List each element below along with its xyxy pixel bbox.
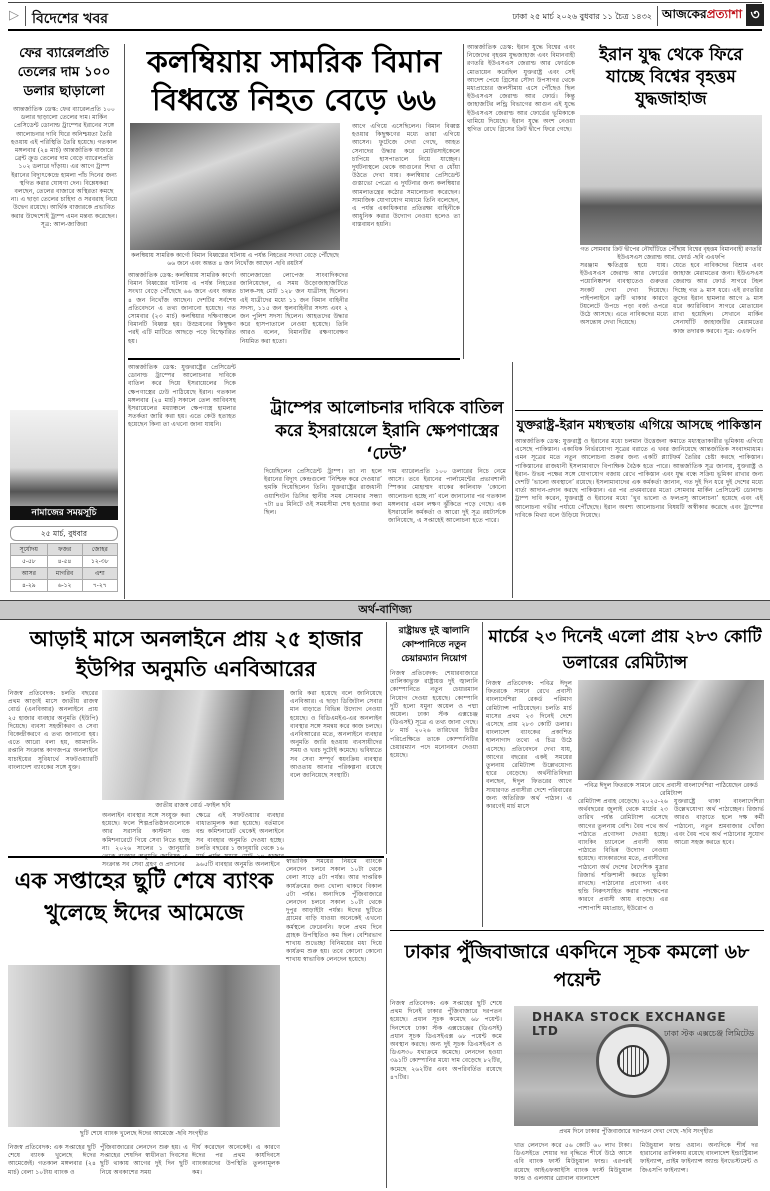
dse-sign-bn: ঢাকা স্টক এক্সচেঞ্জ লিমিটেড bbox=[664, 1029, 755, 1038]
date-line: ঢাকা ২৫ মার্চ ২০২৬ বুধবার ১১ চৈত্র ১৪৩২ bbox=[512, 12, 652, 21]
prayer-row bbox=[11, 580, 118, 592]
prayer-cell: ৫-৫৮ bbox=[11, 556, 48, 568]
article-divider bbox=[515, 410, 763, 411]
colombia-photo-caption: কলম্বিয়ায় সামরিক কার্গো বিমান বিধ্বস্তের ঘটনায় এ পর্যন্ত নিহতের সংখ্যা বেড়ে পৌঁছেছে ৬৬ জনে এবং অন্তত ৪ জন নিখোঁজ আছেন -ছবি রয়টার্স bbox=[131, 252, 339, 267]
column-divider bbox=[463, 44, 464, 359]
page-number: ৩ bbox=[746, 4, 764, 26]
prayer-row bbox=[11, 556, 118, 568]
prayer-cell: ৬-১২ bbox=[47, 580, 82, 592]
bank-photo-caption: ছুটি শেষে ব্যাংক খুলেছে ঈদের আমেজে -ছবি সংগৃহীত bbox=[79, 1130, 208, 1137]
chairman-body: নিজস্ব প্রতিবেদক: শেয়ারবাজারে তালিকাভুক্ত রাষ্ট্রায়ত্ত দুই জ্বালানি কোম্পানিতে নতুন চেয়ারম্যান নিয়োগ দেওয়া হয়েছে। কোম্পানি দুটি হলো যমুনা অয়েল ও পদ্মা অয়েল। ঢাকা স্টক এক্সচেঞ্জ (ডিএসই) সূত্রে এ তথ্য জানা গেছে। ৮ মার্চ ২০২৬ তারিখের চিঠির পরিপ্রেক্ষিতে তাকে কোম্পানিটির চেয়ারম্যান পদে মনোনয়ন দেওয়া হয়েছে। bbox=[390, 670, 478, 760]
prayer-title: নামাজের সময়সূচি bbox=[10, 506, 118, 520]
newspaper-logo bbox=[662, 6, 742, 26]
colombia-headline-line1: কলম্বিয়ায় সামরিক বিমান bbox=[146, 45, 442, 80]
remittance-body-col3: যুক্তরাষ্ট্রে থাকা বাংলাদেশিরা উল্লেখযোগ্য অর্থ পাঠাচ্ছেন। রিজার্ভ আরও বাড়াতে হলে দক্ষ কর্মী পাঠানো, নতুন শ্রমবাজার খোঁজা এবং বৈধ পথে অর্থ পাঠানোর সুযোগ আরো সহজ করতে হবে। bbox=[674, 798, 764, 847]
prayer-row bbox=[11, 568, 118, 580]
prayer-cell: মাগরিব bbox=[47, 568, 82, 580]
carrier-body-right: যেতে হবে নাবিকদের বিশ্রাম এবং জাহাজ মেরামতের জন্য। ইউএসএস জেরাল্ড আর ফোর্ড সাগরে টহল দিচ্ছে গত ৯ মাস ধরে। এই রণতরির ক্রুদের ইরান হামলার আগে ৯ মাস ধরে ক্যারিবিয়ান সাগরে মোতায়েন রাখা হয়েছিল। সেখানে মার্কিন সেনাঘাঁটি জাহাজটির মেরামতের কাজ তদারক করবে। সূত্র: এএফপি bbox=[673, 262, 763, 335]
oil-headline: ফের ব্যারেলপ্রতি তেলের দাম ১০০ ডলার ছাড়ালো bbox=[17, 45, 111, 99]
prayer-cell: ফজর bbox=[47, 544, 82, 556]
chairman-headline: রাষ্ট্রায়ত্ত দুই জ্বালানি কোম্পানিতে নতুন চেয়ারম্যান নিয়োগ bbox=[398, 626, 470, 664]
pakistan-headline: যুক্তরাষ্ট্র-ইরান মধ্যস্থতায় এগিয়ে আসছে পাকিস্তান bbox=[516, 417, 762, 432]
bank-headline: এক সপ্তাহের ছুটি শেষে ব্যাংক খুলেছে ঈদের আমেজে bbox=[14, 869, 274, 926]
oil-body: আন্তর্জাতিক ডেস্ক: ফের ব্যারেলপ্রতি ১০০ ডলার ছাড়ালো তেলের দাম। মার্কিন প্রেসিডেন্ট ডোনাল্ড ট্রাম্পের ইরানের সঙ্গে আলোচনার দাবি ঘিরে অনিশ্চয়তা তৈরি হওয়ায় এই পরিস্থিতি তৈরি হয়েছে। গতকাল মঙ্গলবার (২৪ মার্চ) আন্তর্জাতিক বাজারে ব্রেন্ট ক্রুড তেলের দাম বেড়ে ব্যারেলপ্রতি ১০২ ডলারে দাঁড়ায়। এর আগে ট্রাম্প ইরানের বিদ্যুৎকেন্দ্রে হামলা পাঁচ দিনের জন্য স্থগিত করার ঘোষণা দেন। বিশ্লেষকরা বলছেন, তেলের বাজারে অস্থিরতা কমছে না। এ ছাড়া তেলের চাহিদা ও সরবরাহ নিয়ে উদ্বেগ রয়েছে। আর্থিক বাজারকে প্রভাবিত করার উদ্দেশ্যেই ট্রাম্প এমন মন্তব্য করেছেন। সূত্র: আল-জাজিরা bbox=[10, 106, 118, 228]
section-band-title: অর্থ-বাণিজ্য bbox=[358, 603, 412, 616]
colombia-body-col2: আলেজান্দ্রো লোপেজ সাংবাদিকদের জানিয়েছেন, এ সময় উড়োজাহাজটিতে চালক-সহ মোট ১২৮ জন যাত্রীসহ ছিলেন। এই যাত্রীদের মধ্যে ১১ জন বিমান বাহিনীর সদস্য, ১১৫ জন স্থলবাহিনীর সদস্য এবং ২ জন পুলিশ সদস্য ছিলেন। আহতদের উদ্ধার করে হাসপাতালে নেওয়া হয়েছে। তিনি আরও বলেন, বিমানটির রক্ষণাবেক্ষণ নিয়মিত করা হতো। bbox=[240, 272, 348, 345]
prayer-cell: ৭-২৭ bbox=[82, 580, 117, 592]
column-divider bbox=[386, 622, 387, 854]
israel-body-col3: দিয়েছিলেন প্রেসিডেন্ট ট্রাম্প। তা না হলে ইরানের বিদ্যুৎ কেন্দ্রগুলো ‘নিশ্চিহ্ন করে দেওয়ার’ হুমকি দিয়েছিলেন তিনি। যুক্তরাষ্ট্রের রাজধানী ওয়াশিংটন ডিসির স্থানীয় সময় সোমবার সন্ধ্যা ৭টা ৪৪ মিনিটে ওই সময়সীমা শেষ হওয়ার কথা ছিল। bbox=[264, 468, 382, 517]
remittance-body-col2: রেমিট্যান্স প্রবাহ বেড়েছে। ২০২৫-২৬ অর্থবছরের জুলাই থেকে মার্চের ২৩ তারিখ পর্যন্ত রেমিট্যান্স এসেছে আগের তুলনায় বেশি। বৈধ পথে অর্থ পাঠাতে প্রণোদনা দেওয়া হচ্ছে। ব্যাংকিং চ্যানেলে প্রবাসী আয় পাঠাতে বিভিন্ন উদ্যোগ নেওয়া হয়েছে। ব্যাংকারদের মতে, প্রবাসীদের পাঠানো অর্থ দেশের বৈদেশিক মুদ্রার রিজার্ভ শক্তিশালী করতে ভূমিকা রাখছে। পাঠানোর প্রণোদনা এবং হুন্ডি নিরুৎসাহিত করার পদক্ষেপের কারণে প্রবাসী আয় বাড়ছে। এর পাশাপাশি মধ্যপ্রাচ্য, ইউরোপ ও bbox=[578, 798, 668, 912]
bank-body-col1: নিজস্ব প্রতিবেদক: এক সপ্তাহের ছুটি শেষে ব্যাংক খুলেছে ঈদের আমেজেই। গতকাল মঙ্গলবার (২৪ মার্চ) বেলা ১০টায় ব্যাংক ও bbox=[8, 1144, 96, 1176]
nbr-body-col3: ক্ষেত্রে এই সফটওয়্যার ব্যবহার বাধ্যতামূলক করা হয়েছে। বর্তমানে বন্ড কমিশনারেট থেকেই অনলাইনে সব ব্যবহার অনুমতি দেওয়া হচ্ছে। চলতি বছরের ১ জানুয়ারি থেকে ১৬ ৯৬৫টি ব্যবহার অনুমতি অনলাইনে bbox=[196, 812, 284, 869]
remittance-body-col1: নিজস্ব প্রতিবেদক: পবিত্র ঈদুল ফিতরকে সামনে রেখে প্রবাসী বাংলাদেশিরা রেকর্ড পরিমাণ রেমিট্যান্স পাঠিয়েছেন। চলতি মার্চ মাসের প্রথম ২৩ দিনেই দেশে এসেছে প্রায় ২৮৩ কোটি ডলার। বাংলাদেশ ব্যাংকের প্রকাশিত হালনাগাদ তথ্যে এ চিত্র উঠে এসেছে। প্রতিবেদনে দেখা যায়, আগের বছরের একই সময়ের তুলনায় রেমিট্যান্স উল্লেখযোগ্য হারে বেড়েছে। অর্থনীতিবিদরা বলছেন, ঈদুল ফিতরের আগে সাধারণত প্রবাসীরা দেশে পরিবারের জন্য অতিরিক্ত অর্থ পাঠান। এ কারণেই মার্চ মাসে bbox=[486, 680, 572, 811]
carrier-body-left: আন্তর্জাতিক ডেস্ক: ইরান যুদ্ধে বিশ্বের এবং নিজেদের বৃহত্তম যুদ্ধজাহাজ এবং বিমানবাহী রণতরি ইউএসএস জেরাল্ড আর ফোর্ডকে মোতায়েন করেছিল যুক্তরাষ্ট্র এবং সেই আদেশ পেয়ে গ্রিসের সৌদা উপসাগর থেকে মধ্যপ্রাচ্যের জলসীমায় এসে পৌঁছেও ছিল ইউএসএস জেরাল্ড আর ফোর্ড। কিন্তু জাহাজটির লন্ড্রি বিভাগের আগুন এই যুদ্ধে ইউএসএস জেরাল্ড আর ফোর্ডের ভূমিকাকে থামিয়ে দিয়েছে। ইরান যুদ্ধে অংশ নেওয়া স্থগিত রেখে গ্রিসের ক্রিট দ্বীপে ফিরে গেছে। bbox=[467, 44, 575, 134]
section-band bbox=[0, 600, 770, 620]
column-divider bbox=[124, 44, 125, 599]
colombia-body-col3: আগে এগিয়ে এসেছিলেন। বিমান বিধ্বস্ত হওয়ার কিছুক্ষণের মধ্যে তারা এগিয়ে আসেন। ফুটেজে দেখা গেছে, আহত সেনাদের উদ্ধার করে মোটরসাইকেলে চাপিয়ে হাসপাতালে নিয়ে যাচ্ছেন। দুর্ঘটনাস্থলে থেকে আগুনের শিখা ও ধোঁয়া উঠতে দেখা যায়। কলম্বিয়ার প্রেসিডেন্ট গুস্তাভো পেত্রো এ দুর্ঘটনার জন্য কলম্বিয়ার আমলাতন্ত্রের কঠোর সমালোচনা করেছেন। সামাজিক যোগাযোগ মাধ্যমে তিনি বলেছেন, এ পর্যন্ত একাধিকবার প্রতিরক্ষা বাহিনীকে আধুনিক করার উদ্যোগ নেওয়া হলেও তা বাস্তবায়ন হয়নি। bbox=[352, 123, 460, 229]
bank-photo bbox=[8, 965, 280, 1127]
pakistan-body: আন্তর্জাতিক ডেস্ক: যুক্তরাষ্ট্র ও ইরানের মধ্যে চলমান উত্তেজনা কমাতে মধ্যস্থতাকারীর ভূমিকায় এগিয়ে এসেছে পাকিস্তান। একাধিক নির্ভরযোগ্য সূত্রের বরাতে এ খবর জানিয়েছে আন্তর্জাতিক সংবাদমাধ্যম। এমন সূত্রের মতে নতুন আলোচনা শুরুর জন্য একটি প্ল্যাটফর্ম তৈরির চেষ্টা করছে পাকিস্তান। পাকিস্তানের রাজধানী ইসলামাবাদে বিপাক্ষিক বৈঠক হতে পারে। আন্তর্জাতিক সূত্র জানায়, যুক্তরাষ্ট্র ও ইরান- উভয় পক্ষের সঙ্গে যোগাযোগ বজায় রেখে পাকিস্তান এবং যুদ্ধ বন্ধে সক্রিয় ভূমিকা রাখার জন্য দেশটি ‘ভালো অবস্থানে’ রয়েছে। ইসলামাবাদের এক কর্মকর্তা জানান, গত দুই দিন ধরে দুই দেশের মধ্যে বার্তা আদান-প্রদান করছে পাকিস্তান। এর পর প্রথমবারের মতো সোমবার মার্কিন প্রেসিডেন্ট ডোনাল্ড ট্রাম্প দাবি করেন, যুক্তরাষ্ট্র ও ইরানের মধ্যে ‘খুব ভালো ও ফলপ্রসূ আলোচনা’ হয়েছে এবং এই আলোচনা গভীর পর্যায়ে পৌঁছেছে। ইরান অবশ্য আলোচনার বিষয়টি অস্বীকার করেছে এবং ট্রাম্পের দাবিকে মিথ্যা বলে উড়িয়ে দিয়েছে। bbox=[515, 438, 763, 519]
dse-sign-text: DHAKA STOCK EXCHANGE LTD bbox=[532, 1010, 727, 1038]
nbr-building-photo bbox=[102, 690, 284, 800]
israel-body-col4: দাম ব্যারেলপ্রতি ১০০ ডলারের নিচে নেমে আসে। তবে ইরানের পার্লামেন্টের প্রভাবশালী স্পিকার মোহাম্মদ বাকের কালিবাফ ‘কোনো আলোচনা হচ্ছে না’ বলে জানানোর পর গতকাল মঙ্গলবার এমন লক্ষণ ঝুঁকিতে পড়ে গেছে। এক ইসরায়েলি কর্মকর্তা ও আরো দুই সূত্র রয়টার্সকে জানিয়েছে, এ সপ্তাহেই আলোচনা হতে পারে। bbox=[388, 468, 506, 525]
prayer-cell: জোহর bbox=[82, 544, 117, 556]
nbr-photo-caption: জাতীয় রাজস্ব বোর্ড -ফাইল ছবি bbox=[155, 802, 231, 809]
dse-seal-icon bbox=[596, 1024, 670, 1098]
section-title: বিদেশের খবর bbox=[32, 11, 108, 27]
section-arrow-icon: ▷ bbox=[9, 8, 19, 23]
carrier-headline: ইরান যুদ্ধ থেকে ফিরে যাচ্ছে বিশ্বের বৃহত্তম যুদ্ধজাহাজ bbox=[599, 45, 743, 109]
prayer-date: ২৫ মার্চ, বুধবার bbox=[10, 526, 118, 541]
logo-part2: প্রত্যাশা bbox=[706, 7, 743, 21]
nbr-body-col4: জারি করা হয়েছে বলে জানিয়েছে এনবিআর। এ ছাড়া ডিজিটাল সেবার মান বাড়াতে বিভিন্ন উদ্যোগ নেওয়া হয়েছে। ও বিডিএমইএ-এর অনলাইন ব্যবস্থার সঙ্গে সমন্বয় করে কাজ চলছে। এনবিআরের মতে, অনলাইনে ব্যবহার অনুমতি জারি হওয়ায় ব্যবসায়ীদের সময় ও খরচ দুটোই কমেছে। ভবিষ্যতে সব সেবা সম্পূর্ণ স্বয়ংক্রিয় ব্যবস্থার আওতায় আনার পরিকল্পনা রয়েছে বলে জানিয়েছে সংস্থাটি। bbox=[290, 690, 382, 780]
dollar-notes-photo bbox=[578, 680, 764, 780]
stock-body-col3: মিউচুয়াল ফান্ড ওয়ান। অন্যদিকে শীর্ষ দর হারানোর তালিকায় রয়েছে বাংলাদেশ ইন্ডাস্ট্রিয়াল ফাইন্যান্স, প্রাইম ফাইন্যান্স অ্যান্ড ইনভেস্টমেন্ট ও জিএসপি ফাইন্যান্স। bbox=[640, 1142, 759, 1174]
prayer-row bbox=[11, 544, 118, 556]
header-bottom-rule bbox=[8, 29, 762, 31]
bank-body-col2: পুঁজিবাজারের লেনদেন শুরু হয়। এ সপ্তাহের শেষদিন স্বাধীনতা দিবসের ছুটি থাকায় আগের দুই দিন ছুটি নিয়ে অবকাশের সময় bbox=[100, 1144, 188, 1176]
column-divider bbox=[512, 362, 513, 598]
article-divider bbox=[128, 358, 460, 360]
nbr-headline: আড়াই মাসে অনলাইনে প্রায় ২৫ হাজার ইউপির অনুমতি এনবিআরের bbox=[29, 627, 363, 681]
stock-photo-caption: প্রথম দিনে ঢাকার পুঁজিবাজারে দরপতন দেখা গেছে -ছবি সংগৃহীত bbox=[558, 1128, 714, 1135]
nbr-body-col1: নিজস্ব প্রতিবেদক: চলতি বছরের প্রথম আড়াই মাসে জাতীয় রাজস্ব বোর্ড (এনবিআর) অনলাইনে প্রায় ২৫ হাজার ব্যবহার অনুমতি (ইউপি) দিয়েছে। ব্যবসা সহজীকরণ ও সেবা বিকেন্দ্রীকরণে এ তথ্য জানানো হয়। এতে আরো বলা হয়, আমদানি-রপ্তানি সংক্রান্ত কাগজপত্র অনলাইনে যাচাইয়ের সুবিধার্থে সফটওয়্যারটি বাংলাদেশ ব্যাংকের সঙ্গে যুক্ত। bbox=[8, 690, 98, 771]
dse-building-photo bbox=[514, 1006, 758, 1126]
colombia-headline bbox=[128, 44, 460, 120]
column-divider bbox=[482, 622, 483, 927]
prayer-times-box bbox=[10, 410, 118, 595]
logo-part1: আজকের bbox=[662, 7, 707, 21]
remittance-headline: মার্চের ২৩ দিনেই এলো প্রায় ২৮৩ কোটি ডলারের রেমিট্যান্স bbox=[488, 627, 762, 673]
seal-grid bbox=[617, 1045, 649, 1077]
nbr-body-col2: অনলাইন ব্যবস্থার সঙ্গে সংযুক্ত করা হয়েছে। ফলে শিল্পপ্রতিষ্ঠানগুলোকে আর সরাসরি কাস্টমস বন্ড কমিশনারেটে গিয়ে সেবা নিতে হচ্ছে না। ২০২৬ সালের ১ জানুয়ারি সংক্রান্ত সব সেবা গ্রহণ ও প্রদানের bbox=[102, 812, 190, 869]
plane-crash-photo bbox=[130, 123, 340, 250]
prayer-cell: ৪-৫৪ bbox=[47, 556, 82, 568]
stock-body-col2: খাত লেনদেন করে ৫৬ কোটি ৬০ লাখ টাকা। ডিএসইতে শেয়ার দর বৃদ্ধিতে শীর্ষে উঠে আসে এবি ব্যাংক ফার্স্ট মিউচুয়াল ফান্ড। এরপরই রয়েছে আইএফআইসি ব্যাংক ফার্স্ট মিউচুয়াল ফান্ড ও এলআর গ্লোবাল বাংলাদেশ bbox=[514, 1142, 632, 1182]
bank-body-col3: দীর্ঘ করেছেন অনেকেই। এ কারণে ঈদের পর প্রথম কার্যদিবসে ব্যাংকারদের উপস্থিতি তুলনামূলক কম। bbox=[192, 1144, 280, 1176]
prayer-cell: ১২-৩৮ bbox=[82, 556, 117, 568]
prayer-cell: ৪-২৯ bbox=[11, 580, 48, 592]
prayer-cell: এশা bbox=[82, 568, 117, 580]
column-divider bbox=[386, 858, 387, 1188]
stock-body-col1: নিজস্ব প্রতিবেদক: এক সপ্তাহের ছুটি শেষে প্রথম দিনেই ঢাকার পুঁজিবাজারে দরপতন হয়েছে। প্রধান সূচক কমেছে ৬৮ পয়েন্ট। দিনশেষে ঢাকা স্টক এক্সচেঞ্জের (ডিএসই) প্রধান সূচক ডিএসইএক্স ৬৮ পয়েন্ট কমে অবস্থান করছে। অন্য দুই সূচক ডিএসইএস ও ডিএস৩০ যথাক্রমে কমেছে। লেনদেন হওয়া ৩৯১টি কোম্পানির মধ্যে দাম বেড়েছে ৮২টির, কমেছে ২৬২টির এবং অপরিবর্তিত রয়েছে ৪৭টির। bbox=[390, 1000, 502, 1081]
carrier-photo-caption: গত সোমবার ক্রিট দ্বীপের নৌঘাঁটিতে পৌঁছায় বিশ্বের বৃহত্তম বিমানবাহী রণতরি ইউএসএস জেরাল্ড আর. ফোর্ড -ছবি এএফপি bbox=[580, 246, 762, 261]
colombia-headline-line2: বিধ্বস্তে নিহত বেড়ে ৬৬ bbox=[152, 83, 436, 118]
israel-body-left: আন্তর্জাতিক ডেস্ক: যুক্তরাষ্ট্রের প্রেসিডেন্ট ডোনাল্ড ট্রাম্পের আলোচনার দাবিকে বাতিল করে দিয়ে ইসরায়েলের দিকে ক্ষেপণাস্ত্রের ঢেউ পাঠিয়েছে ইরান। গতকাল মঙ্গলবার (২৪ মার্চ) সকালে তেল আবিবসহ ইসরায়েলের মধ্যাঞ্চলে ক্ষেপণাস্ত্র হামলার সতর্কতা জারি করা হয়। এতে কেউ হতাহত হয়েছেন কিনা তা এখনো জানা যায়নি। bbox=[128, 364, 236, 429]
colombia-body-col1: আন্তর্জাতিক ডেস্ক: কলম্বিয়ায় সামরিক কার্গো বিমান বিধ্বস্তের ঘটনায় এ পর্যন্ত নিহতের সংখ্যা বেড়ে পৌঁছেছে ৬৬ জনে এবং অন্তত ৪ জন নিখোঁজ আছেন। দেশটির সর্বশেষ প্রতিবেদনে এ তথ্য জানানো হয়েছে। গত সোমবার (২৩ মার্চ) কলম্বিয়ার দক্ষিণাঞ্চলে বিমানটি বিধ্বস্ত হয়। উড্ডয়নের কিছুক্ষণ পরই এটি মাটিতে আছড়ে পড়ে বিস্ফোরিত হয়। bbox=[128, 272, 236, 345]
prayer-cell: আসর bbox=[11, 568, 48, 580]
carrier-body-mid: সরঞ্জাম ক্ষতিগ্রস্ত হয়ে যায়। ইউএসএস জেরাল্ড আর ফোর্ডের পয়োনিষ্কাশন ব্যবস্থাতেও গুরুতর সংকট দেখা দেখা দিয়েছে। পাইপলাইনে ত্রুটি থাকার কারণে টয়লেটে উপচে পড়া বর্জ্য ওপরে উঠে আসছে। এতে নাবিকদের মধ্যে অসন্তোষ দেখা দিয়েছে। bbox=[580, 262, 668, 327]
bank-body-right: স্বাভাবিক সময়ের নিয়মে ব্যাংকে লেনদেন চলবে সকাল ১০টা থেকে বেলা সাড়ে ৪টা পর্যন্ত। আর দাপ্তরিক কার্যক্রমের জন্য খোলা থাকবে বিকাল ৫টা পর্যন্ত। অন্যদিকে পুঁজিবাজারে লেনদেন চলবে সকাল ১০টা থেকে দুপুর আড়াইটা পর্যন্ত। ঈদের ছুটিতে গ্রামের বাড়ি যাওয়া অনেকেই এখনো কর্মস্থলে ফেরেননি। ফলে প্রথম দিনে গ্রাহক উপস্থিতিও কম ছিল। বেশিরভাগ শাখায় শুভেচ্ছা বিনিময়ের মধ্য দিয়ে কার্যক্রম শুরু হয়। তবে কোনো কোনো শাখায় স্বাভাবিক লেনদেন হয়েছে। bbox=[286, 858, 382, 964]
aircraft-carrier-photo bbox=[580, 115, 762, 245]
prayer-cell: সূর্যোদয় bbox=[11, 544, 48, 556]
remittance-photo-caption: পবিত্র ঈদুল ফিতরকে সামনে রেখে প্রবাসী বাংলাদেশিরা পাঠিয়েছেন রেকর্ড রেমিট্যান্স bbox=[584, 782, 758, 797]
israel-headline: ট্রাম্পের আলোচনার দাবিকে বাতিল করে ইসরায়েলে ইরানি ক্ষেপণাস্ত্রের ‘ঢেউ’ bbox=[270, 398, 504, 463]
header-divider bbox=[25, 6, 26, 26]
mosque-photo bbox=[10, 410, 118, 506]
page-header bbox=[0, 0, 770, 32]
article-divider bbox=[390, 930, 764, 931]
prayer-table bbox=[10, 526, 118, 592]
header-divider bbox=[657, 6, 658, 26]
stock-headline: ঢাকার পুঁজিবাজারে একদিনে সূচক কমলো ৬৮ পয়েন্ট bbox=[404, 941, 750, 991]
header-top-rule bbox=[8, 2, 762, 3]
